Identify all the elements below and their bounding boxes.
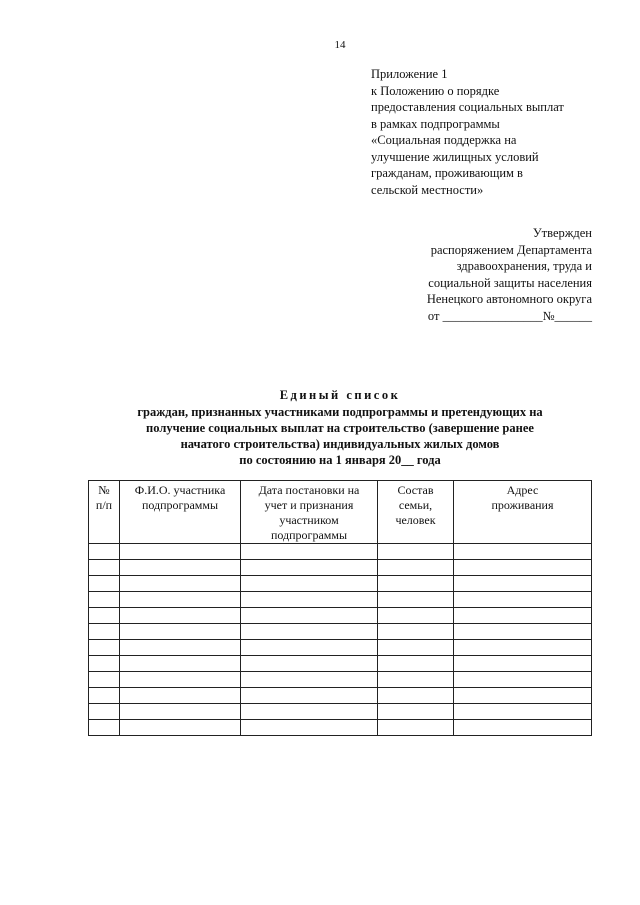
table-cell [454,640,592,656]
table-cell [89,592,120,608]
table-cell [241,544,378,560]
table-cell [241,704,378,720]
column-header-family-size [378,481,454,544]
table-cell [454,672,592,688]
table-cell [454,720,592,736]
approval-line: здравоохранения, труда и [456,259,592,273]
table-cell [89,544,120,560]
table-cell [454,544,592,560]
table-cell [378,656,454,672]
table-cell [89,576,120,592]
column-header-registration-date [241,481,378,544]
header-line: подпрограммы [141,498,219,512]
appendix-reference [371,66,621,198]
table-cell [120,576,241,592]
table-cell [89,560,120,576]
table-row [89,672,592,688]
appendix-line: «Социальная поддержка на [371,133,517,147]
header-line: человек [395,513,436,527]
table-cell [454,704,592,720]
table-cell [454,624,592,640]
appendix-line: к Положению о порядке [371,83,500,98]
header-line: п/п [95,498,113,512]
table-row [89,704,592,720]
table-cell [241,624,378,640]
table-row [89,592,592,608]
header-line: № [98,483,110,497]
title-line: получение социальных выплат на строительство (завершение ранее [146,421,534,435]
header-line: Состав [397,483,434,497]
table-cell [454,592,592,608]
table-row [89,560,592,576]
table-row [89,656,592,672]
header-line: проживания [491,498,554,512]
header-line: Ф.И.О. участника [134,483,226,497]
table-cell [378,672,454,688]
document-title [80,387,600,468]
table-cell [454,688,592,704]
table-cell [454,656,592,672]
table-cell [241,656,378,672]
table-cell [378,608,454,624]
table-row [89,640,592,656]
table-cell [120,672,241,688]
header-line: Адрес [506,483,539,497]
page-number: 14 [334,39,346,51]
table-cell [120,608,241,624]
table-row [89,624,592,640]
table-row [89,576,592,592]
table-row [89,688,592,704]
table-cell [241,592,378,608]
approval-line: распоряжением Департамента [430,242,592,257]
table-cell [241,688,378,704]
table-cell [378,704,454,720]
appendix-line: в рамках подпрограммы [371,116,500,131]
table-cell [454,608,592,624]
table-cell [89,640,120,656]
table-cell [241,640,378,656]
appendix-line: сельской местности» [371,182,484,197]
appendix-line: гражданам, проживающим в [371,166,523,180]
table-cell [120,592,241,608]
table-cell [241,576,378,592]
table-cell [120,720,241,736]
column-header-number [89,481,120,544]
table-cell [378,720,454,736]
table-cell [89,656,120,672]
table-body [89,544,592,736]
title-line: по состоянию на 1 января 20__ года [239,453,441,467]
appendix-line: Приложение 1 [371,67,448,81]
table-row [89,544,592,560]
table-cell [89,624,120,640]
header-line: подпрограммы [270,528,348,542]
appendix-line: улучшение жилищных условий [371,149,539,164]
approval-date-number-line: от ________________№______ [427,308,592,323]
table-cell [378,624,454,640]
approval-block [332,225,592,324]
table-cell [241,560,378,576]
table-cell [120,688,241,704]
table-cell [241,608,378,624]
approval-line: Ненецкого автономного округа [426,292,592,306]
title-line: граждан, признанных участниками подпрограммы и претендующих на [137,405,543,419]
column-header-full-name [120,481,241,544]
table-cell [89,704,120,720]
table-cell [89,688,120,704]
column-header-address [454,481,592,544]
table-cell [120,656,241,672]
approval-line: Утвержден [532,226,592,240]
register-table [88,480,592,736]
table-cell [120,640,241,656]
table-cell [120,544,241,560]
title-main: Единый список [279,388,401,402]
table-cell [89,720,120,736]
header-line: участником [279,513,339,527]
table-cell [241,672,378,688]
table-cell [89,672,120,688]
table-cell [454,560,592,576]
header-line: семьи, [398,498,433,512]
title-line: начатого строительства) индивидуальных жилых домов [180,437,500,451]
table-row [89,608,592,624]
appendix-line: предоставления социальных выплат [371,100,564,114]
table-cell [454,576,592,592]
table-cell [378,560,454,576]
table-cell [378,544,454,560]
table-cell [241,720,378,736]
table-cell [120,704,241,720]
table-cell [378,688,454,704]
table-cell [378,640,454,656]
table-cell [378,592,454,608]
table-cell [120,624,241,640]
table-cell [89,608,120,624]
table-header-row [89,481,592,544]
table-cell [378,576,454,592]
table-row [89,720,592,736]
header-line: Дата постановки на [258,483,360,497]
header-line: учет и признания [264,498,354,512]
table-cell [120,560,241,576]
approval-line: социальной защиты населения [428,275,592,290]
